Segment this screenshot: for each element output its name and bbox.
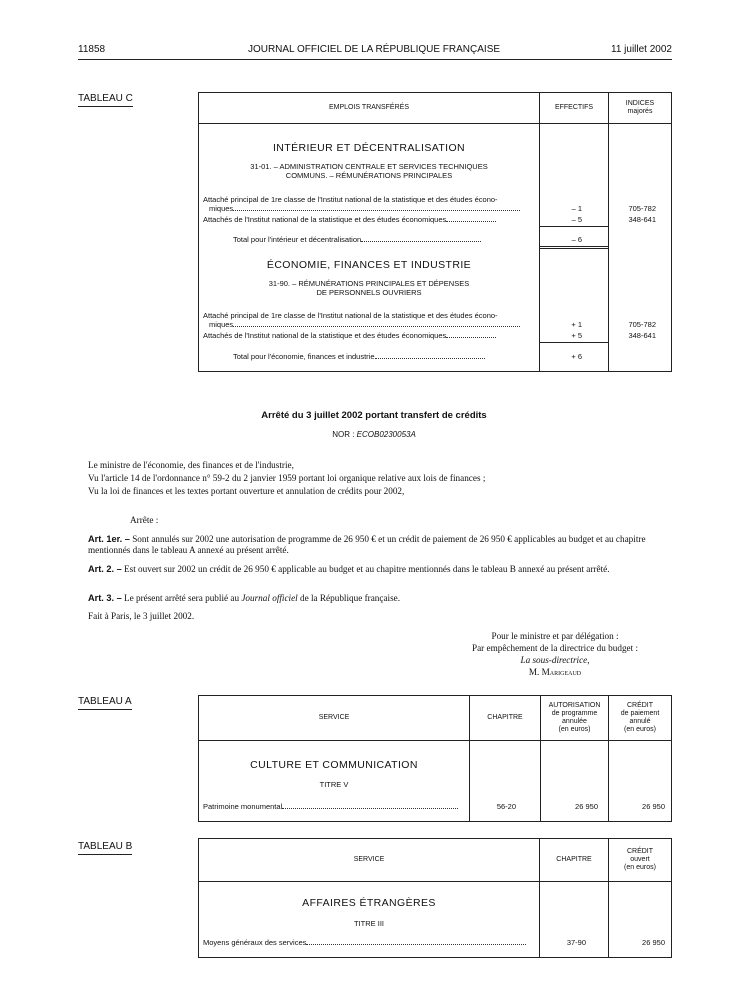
dot-leader [446,337,496,338]
row-label-text: miques [209,204,234,213]
page-number: 11858 [78,44,106,55]
header-date: 11 juillet 2002 [611,44,672,55]
row-label-text: Attachés de l'Institut national de la statistique et des études économiques [203,215,447,224]
nor-line [0,430,748,439]
dot-leader [375,358,485,359]
col-service-header: SERVICE [318,714,350,721]
total-row [233,235,533,244]
header-line: ouvert [630,856,650,863]
chapter-line: COMMUNS. – RÉMUNÉRATIONS PRINCIPALES [285,171,453,180]
dot-leader [361,241,481,242]
row-label-text: miques [209,320,234,329]
col-indices-subheader: majorés [627,108,653,115]
header-line: CRÉDIT [626,848,654,855]
effectif-value: – 5 [571,215,582,224]
dot-leader [282,808,458,809]
row-label: Attaché principal de 1re classe de l'Institut national de la statistique et des études écono- [203,195,498,204]
total-rule [540,246,608,247]
row-label-text: Patrimoine monumental [203,802,283,811]
row-label [203,938,537,947]
signature-line: La sous-directrice, [520,655,590,665]
article-label: Art. 1er. – [88,534,130,544]
titre-label: TITRE III [354,919,384,928]
journal-name: Journal officiel [241,593,298,603]
autorisation-value: 26 950 [575,802,598,811]
header-line: annulée [562,718,587,725]
tableau-b-label: TABLEAU B [78,841,132,855]
total-row [233,352,533,361]
header-rule [78,59,672,60]
signature-line: Pour le ministre et par délégation : [491,631,619,641]
tableau-c-col-divider [608,93,609,371]
indices-value: 705-782 [628,320,656,329]
signatory-name: M. Marigeaud [528,667,582,677]
chapter-line: DE PERSONNELS OUVRIERS [316,288,422,297]
intro-line: Vu la loi de finances et les textes portant ouverture et annulation de crédits pour 2002, [88,486,405,496]
tableau-a-header-divider [199,740,671,741]
article-text: Est ouvert sur 2002 un crédit de 26 950 € applicable au budget et au chapitre mentionnés dans le tableau B annexé au présent arrêté. [124,564,610,574]
col-service-header: SERVICE [353,856,385,863]
journal-title: JOURNAL OFFICIEL DE LA RÉPUBLIQUE FRANÇAISE [247,44,501,55]
col-effectifs-header: EFFECTIFS [554,104,594,111]
tableau-a-label: TABLEAU A [78,696,132,710]
indices-value: 705-782 [628,204,656,213]
total-rule [540,248,608,249]
article-label: Art. 3. – [88,593,122,603]
header-line: (en euros) [558,726,591,733]
intro-line: Le ministre de l'économie, des finances et de l'industrie, [88,460,294,470]
header-line: CRÉDIT [626,702,654,709]
tableau-c [198,92,672,372]
header-line: annulé [629,718,651,725]
col-chapitre-header: CHAPITRE [556,856,592,863]
intro-line: Vu l'article 14 de l'ordonnance n° 59-2 du 2 janvier 1959 portant loi organique relative aux lois de finances ; [88,473,486,483]
row-label-text: Attachés de l'Institut national de la statistique et des études économiques [203,331,447,340]
nor-label: NOR : [332,430,355,439]
dot-leader [233,326,520,327]
section-title: INTÉRIEUR ET DÉCENTRALISATION [272,142,466,154]
header-line: (en euros) [624,726,656,733]
subtotal-rule [540,342,608,343]
tableau-b [198,838,672,958]
fait-line: Fait à Paris, le 3 juillet 2002. [88,611,195,621]
credit-value: 26 950 [642,938,665,947]
article-text: de la République française. [300,593,401,603]
total-value: + 6 [571,352,582,361]
tableau-c-label: TABLEAU C [78,93,133,107]
row-label-continued [209,204,535,213]
tableau-b-header-divider [199,881,671,882]
article-1 [88,534,674,556]
col-indices-header: INDICES [625,100,655,107]
col-credit-header [609,848,671,872]
total-value: – 6 [571,235,582,244]
section-title: CULTURE ET COMMUNICATION [250,759,418,771]
titre-label: TITRE V [319,780,349,789]
chapter-line: 31-01. – ADMINISTRATION CENTRALE ET SERVICES TECHNIQUES [250,162,488,171]
nor-value: ECOB0230053A [356,430,416,439]
row-label [203,215,537,224]
row-label [203,802,467,811]
credit-value: 26 950 [642,802,665,811]
row-label: Attaché principal de 1re classe de l'Institut national de la statistique et des études écono- [203,311,498,320]
indices-value: 348-641 [628,331,656,340]
subtotal-rule [540,226,608,227]
article-3 [88,593,674,604]
dot-leader [446,221,496,222]
tableau-c-col-divider [539,93,540,371]
col-credit-header [609,702,671,734]
header-line: de programme [551,710,598,717]
article-2 [88,564,674,575]
total-label: Total pour l'économie, finances et industrie [233,352,375,361]
tableau-a [198,695,672,822]
header-line: (en euros) [624,864,656,871]
section-title: ÉCONOMIE, FINANCES ET INDUSTRIE [266,259,472,271]
header-line: de paiement [620,710,660,717]
chapitre-value: 56-20 [496,802,516,811]
article-text: Sont annulés sur 2002 une autorisation de programme de 26 950 € et un crédit de paiement de 26 950 € applicables au budget et au chapitre mentionnés dans le tableau A annexé au présent arrêté. [88,534,646,555]
effectif-value: + 5 [571,331,582,340]
dot-leader [233,210,520,211]
header-line: AUTORISATION [548,702,601,709]
signature-block [440,630,670,678]
arrete-word: Arrête : [130,515,159,525]
total-label: Total pour l'intérieur et décentralisation [233,235,362,244]
row-label-text: Moyens généraux des services [203,938,307,947]
signature-line: Par empêchement de la directrice du budget : [471,643,639,653]
effectif-value: + 1 [571,320,582,329]
row-label [203,331,537,340]
section-title: AFFAIRES ÉTRANGÈRES [302,897,436,909]
indices-value: 348-641 [628,215,656,224]
tableau-c-header-divider [199,123,671,124]
row-label-continued [209,320,535,329]
dot-leader [306,944,526,945]
col-chapitre-header: CHAPITRE [487,714,523,721]
article-text: Le présent arrêté sera publié au [124,593,240,603]
chapter-line: 31-90. – RÉMUNÉRATIONS PRINCIPALES ET DÉPENSES [268,279,470,288]
col-emplois-header: EMPLOIS TRANSFÉRÉS [328,104,409,111]
col-autorisation-header [541,702,608,734]
effectif-value: – 1 [571,204,582,213]
article-label: Art. 2. – [88,564,122,574]
chapitre-value: 37-90 [566,938,586,947]
arrete-title: Arrêté du 3 juillet 2002 portant transfert de crédits [261,410,487,421]
